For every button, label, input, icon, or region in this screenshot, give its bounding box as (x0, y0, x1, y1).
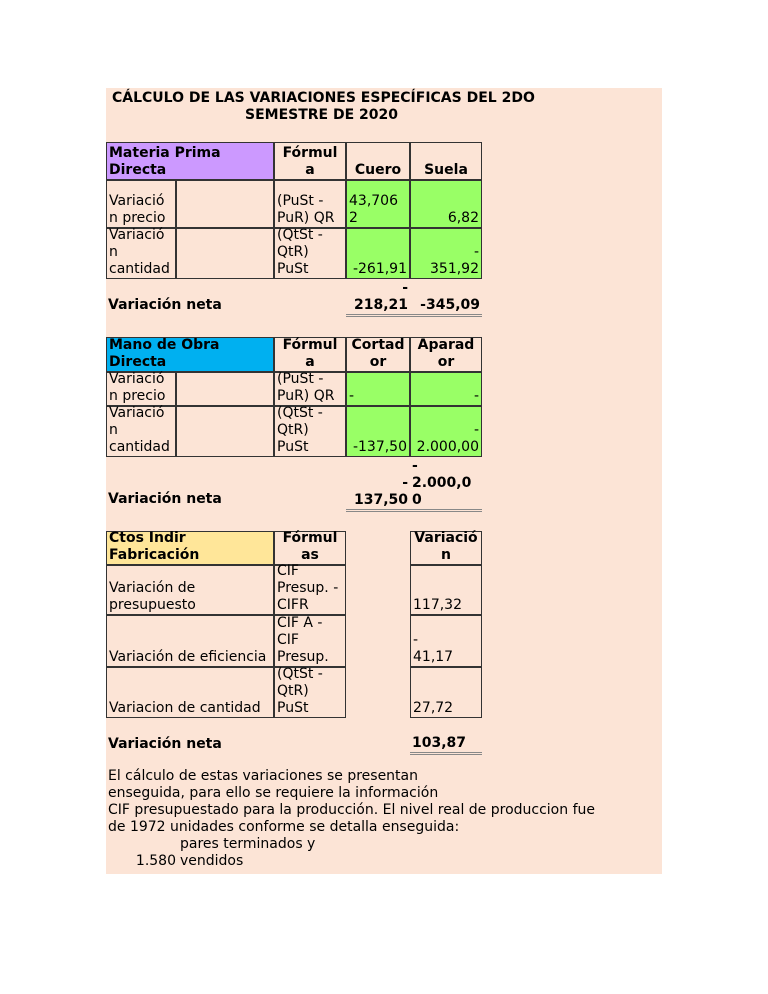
mpd-header: Materia Prima Directa (106, 142, 274, 180)
mod-row-label: Variació n precio (106, 372, 176, 406)
cif-row-label: Variacion de cantidad (106, 667, 274, 718)
title-line-2: SEMESTRE DE 2020 (245, 107, 399, 123)
mpd-suela-precio: 6,82 (410, 180, 482, 228)
mod-row-blank (176, 372, 274, 406)
mpd-net-cuero: - 218,21 (346, 279, 410, 317)
cif-col-variacion: Variació n (410, 531, 482, 565)
mod-cortador-cantidad: -137,50 (346, 406, 410, 457)
mod-net-cortador: - 137,50 (346, 457, 410, 512)
mod-row-label: Variació n cantidad (106, 406, 176, 457)
paragraph-line: CIF presupuestado para la producción. El nivel real de produccion fue (108, 802, 595, 818)
mod-formula-header: Fórmul a (274, 337, 346, 372)
cif-row-formula: CIF A - CIF Presup. (274, 615, 346, 667)
mpd-net-suela: -345,09 (410, 279, 482, 317)
mod-row-formula: (QtSt - QtR) PuSt (274, 406, 346, 457)
mod-row-formula: (PuSt - PuR) QR (274, 372, 346, 406)
paragraph-line: enseguida, para ello se requiere la información (108, 785, 439, 801)
mod-header: Mano de Obra Directa (106, 337, 274, 372)
mod-row-blank (176, 406, 274, 457)
mpd-row-label: Variació n precio (106, 180, 176, 228)
cif-row-formula: CIF Presup. - CIFR (274, 565, 346, 615)
mod-net-label: Variación neta (108, 491, 222, 507)
cif-net-value: 103,87 (410, 730, 482, 755)
paragraph-line: de 1972 unidades conforme se detalla enseguida: (108, 819, 460, 835)
units-value: 1.580 (135, 853, 176, 869)
mod-cortador-precio: - (346, 372, 410, 406)
mod-aparador-cantidad: - 2.000,00 (410, 406, 482, 457)
cif-row-value: - 41,17 (410, 615, 482, 667)
cif-header: Ctos Indir Fabricación (106, 531, 274, 565)
mpd-suela-cantidad: - 351,92 (410, 228, 482, 279)
mpd-row-formula: (PuSt - PuR) QR (274, 180, 346, 228)
cif-row-value: 117,32 (410, 565, 482, 615)
mod-col-aparador: Aparad or (410, 337, 482, 372)
mpd-row-blank (176, 180, 274, 228)
mpd-row-blank (176, 228, 274, 279)
mod-aparador-precio: - (410, 372, 482, 406)
mpd-net-label: Variación neta (108, 297, 222, 313)
mod-net-aparador: - 2.000,0 0 (410, 457, 482, 512)
cif-row-label: Variación de presupuesto (106, 565, 274, 615)
cif-row-value: 27,72 (410, 667, 482, 718)
mpd-row-label: Variació n cantidad (106, 228, 176, 279)
mpd-cuero-precio: 43,706 2 (346, 180, 410, 228)
title-line-1: CÁLCULO DE LAS VARIACIONES ESPECÍFICAS DEL 2DO (112, 90, 535, 106)
cif-net-label: Variación neta (108, 736, 222, 752)
mpd-col-suela: Suela (410, 142, 482, 180)
paragraph-line: El cálculo de estas variaciones se presentan (108, 768, 418, 784)
cif-row-formula: (QtSt - QtR) PuSt (274, 667, 346, 718)
mod-col-cortador: Cortad or (346, 337, 410, 372)
cif-row-label: Variación de eficiencia (106, 615, 274, 667)
mpd-cuero-cantidad: -261,91 (346, 228, 410, 279)
units-description: pares terminados y vendidos (180, 836, 316, 869)
mpd-col-cuero: Cuero (346, 142, 410, 180)
cif-formula-header: Fórmul as (274, 531, 346, 565)
mpd-row-formula: (QtSt - QtR) PuSt (274, 228, 346, 279)
mpd-formula-header: Fórmul a (274, 142, 346, 180)
